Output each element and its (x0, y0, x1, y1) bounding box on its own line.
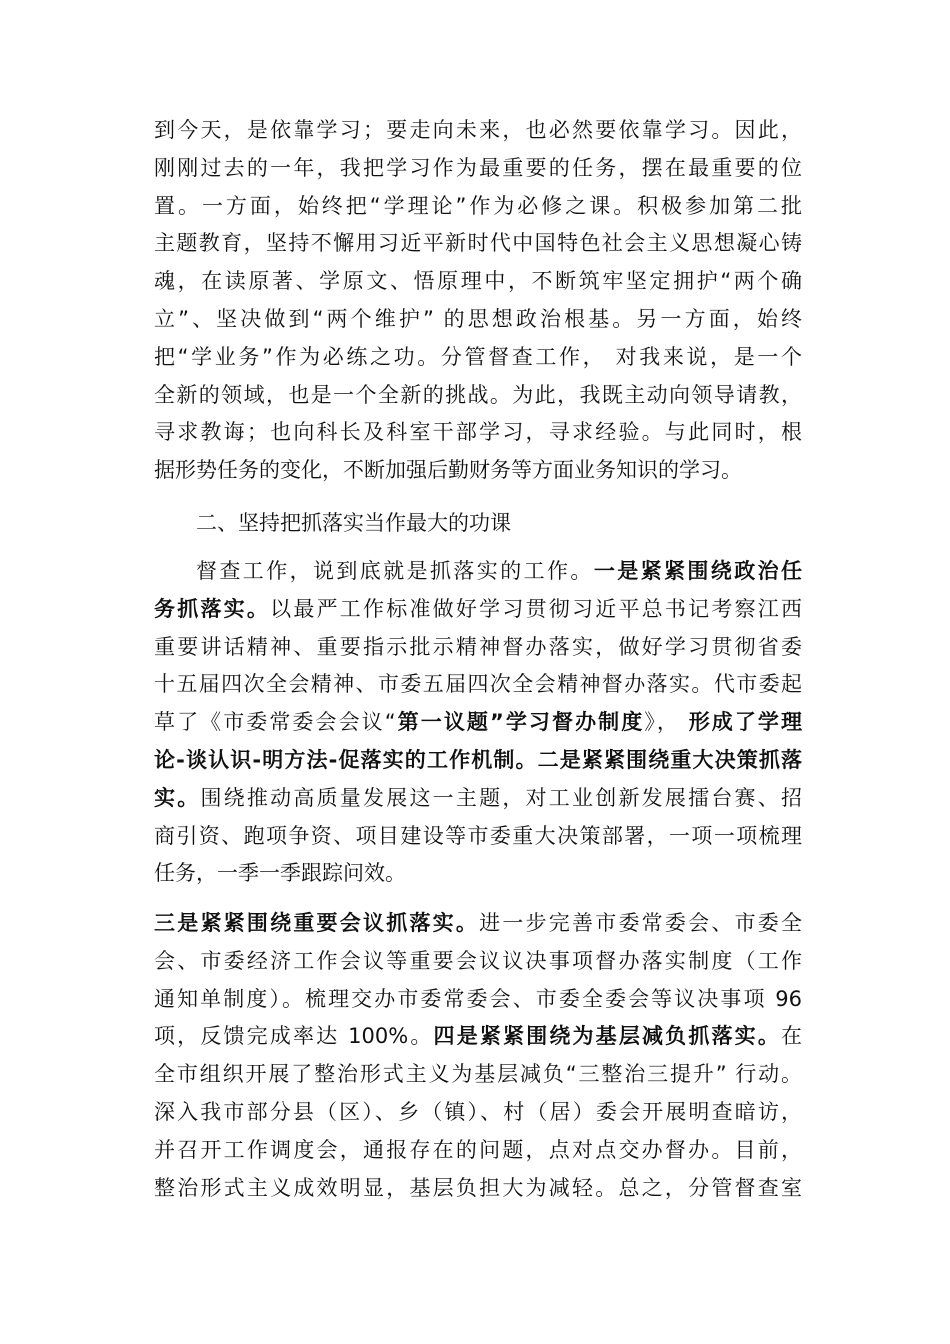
text-line: 会、市委经济工作会议等重要会议议决事项督办落实制度（工作 (154, 948, 802, 973)
text-line: 把“学业务”作为必练之功。分管督查工作， 对我来说，是一个 (154, 344, 802, 369)
text-line (154, 905, 802, 943)
text-line: 全新的领域，也是一个全新的挑战。为此，我既主动向领导请教， (154, 382, 802, 407)
bold-span: 一是紧紧围绕政治任 (593, 559, 803, 583)
paragraph-implementation (154, 553, 802, 893)
bold-span: 论-谈认识-明方法-促落实的工作机制。二是紧紧围绕重大决策抓落 (154, 747, 802, 772)
text-line: 并召开工作调度会，通报存在的问题，点对点交办督办。目前， (154, 1137, 802, 1162)
text-line: 立”、坚决做到“两个维护” 的思想政治根基。另一方面，始终 (154, 306, 802, 331)
bold-span: 三是紧紧围绕重要会议抓落实。 (154, 911, 480, 935)
text-line: 通知单制度）。梳理交办市委常委会、市委全委会等议决事项 96 (154, 986, 802, 1011)
text-line: 寻求教诲；也向科长及科室干部学习，寻求经验。与此同时，根 (154, 420, 802, 445)
text-line: 商引资、跑项争资、项目建设等市委重大决策部署，一项一项梳理 (154, 823, 802, 848)
section-heading (154, 505, 802, 543)
text-line (154, 1018, 802, 1056)
paragraph-meetings (154, 905, 802, 1207)
text-line: 任务，一季一季跟踪问效。 (154, 861, 406, 886)
text-line: 深入我市部分县（区）、乡（镇）、村（居）委会开展明查暗访， (154, 1099, 802, 1124)
text-span: 进一步完善市委常委会、市委全 (479, 911, 803, 935)
text-span: 以最严工作标准做好学习贯彻习近平总书记考察江西 (270, 596, 803, 621)
text-line (154, 780, 802, 818)
heading-text: 二、坚持把抓落实当作最大的功课 (196, 511, 511, 535)
text-line: 十五届四次全会精神、市委五届四次全会精神督办落实。代市委起 (154, 672, 802, 697)
bold-span: 形成了学理 (688, 710, 802, 735)
paragraph-study (154, 112, 802, 490)
text-span: 草了《市委常委会会议“ (154, 710, 396, 735)
text-line (154, 742, 802, 780)
text-line: 主题教育，坚持不懈用习近平新时代中国特色社会主义思想凝心铸 (154, 231, 802, 256)
text-line: 整治形式主义成效明显，基层负担大为减轻。总之，分管督查室 (154, 1175, 802, 1200)
text-line: 刚刚过去的一年，我把学习作为最重要的任务，摆在最重要的位 (154, 155, 802, 180)
text-line (154, 591, 802, 629)
text-line: 据形势任务的变化，不断加强后勤财务等方面业务知识的学习。 (154, 458, 742, 483)
text-span: 围绕推动高质量发展这一主题，对工业创新发展擂台赛、招 (200, 785, 803, 810)
text-line (154, 553, 802, 591)
bold-span: 四是紧紧围绕为基层减负抓落实。 (433, 1024, 781, 1049)
text-line (154, 704, 802, 742)
text-span: 在 (781, 1024, 802, 1049)
bold-span: 第一议题”学习督办制度 (395, 710, 645, 735)
text-span: 》， (644, 710, 680, 735)
text-line: 魂，在读原著、学原文、悟原理中，不断筑牢坚定拥护“两个确 (154, 269, 802, 294)
bold-span: 实。 (154, 785, 201, 810)
text-span: 项，反馈完成率达 100%。 (154, 1024, 434, 1049)
text-span: 督查工作，说到底就是抓落实的工作。 (196, 559, 594, 583)
text-line: 到今天，是依靠学习；要走向未来，也必然要依靠学习。因此， (154, 118, 802, 142)
text-line: 重要讲话精神、重要指示批示精神督办落实，做好学习贯彻省委 (154, 634, 802, 659)
text-line: 置。一方面，始终把“学理论”作为必修之课。积极参加第二批 (154, 193, 802, 218)
text-line: 全市组织开展了整治形式主义为基层减负“三整治三提升” 行动。 (154, 1062, 802, 1087)
bold-span: 务抓落实。 (154, 596, 271, 621)
